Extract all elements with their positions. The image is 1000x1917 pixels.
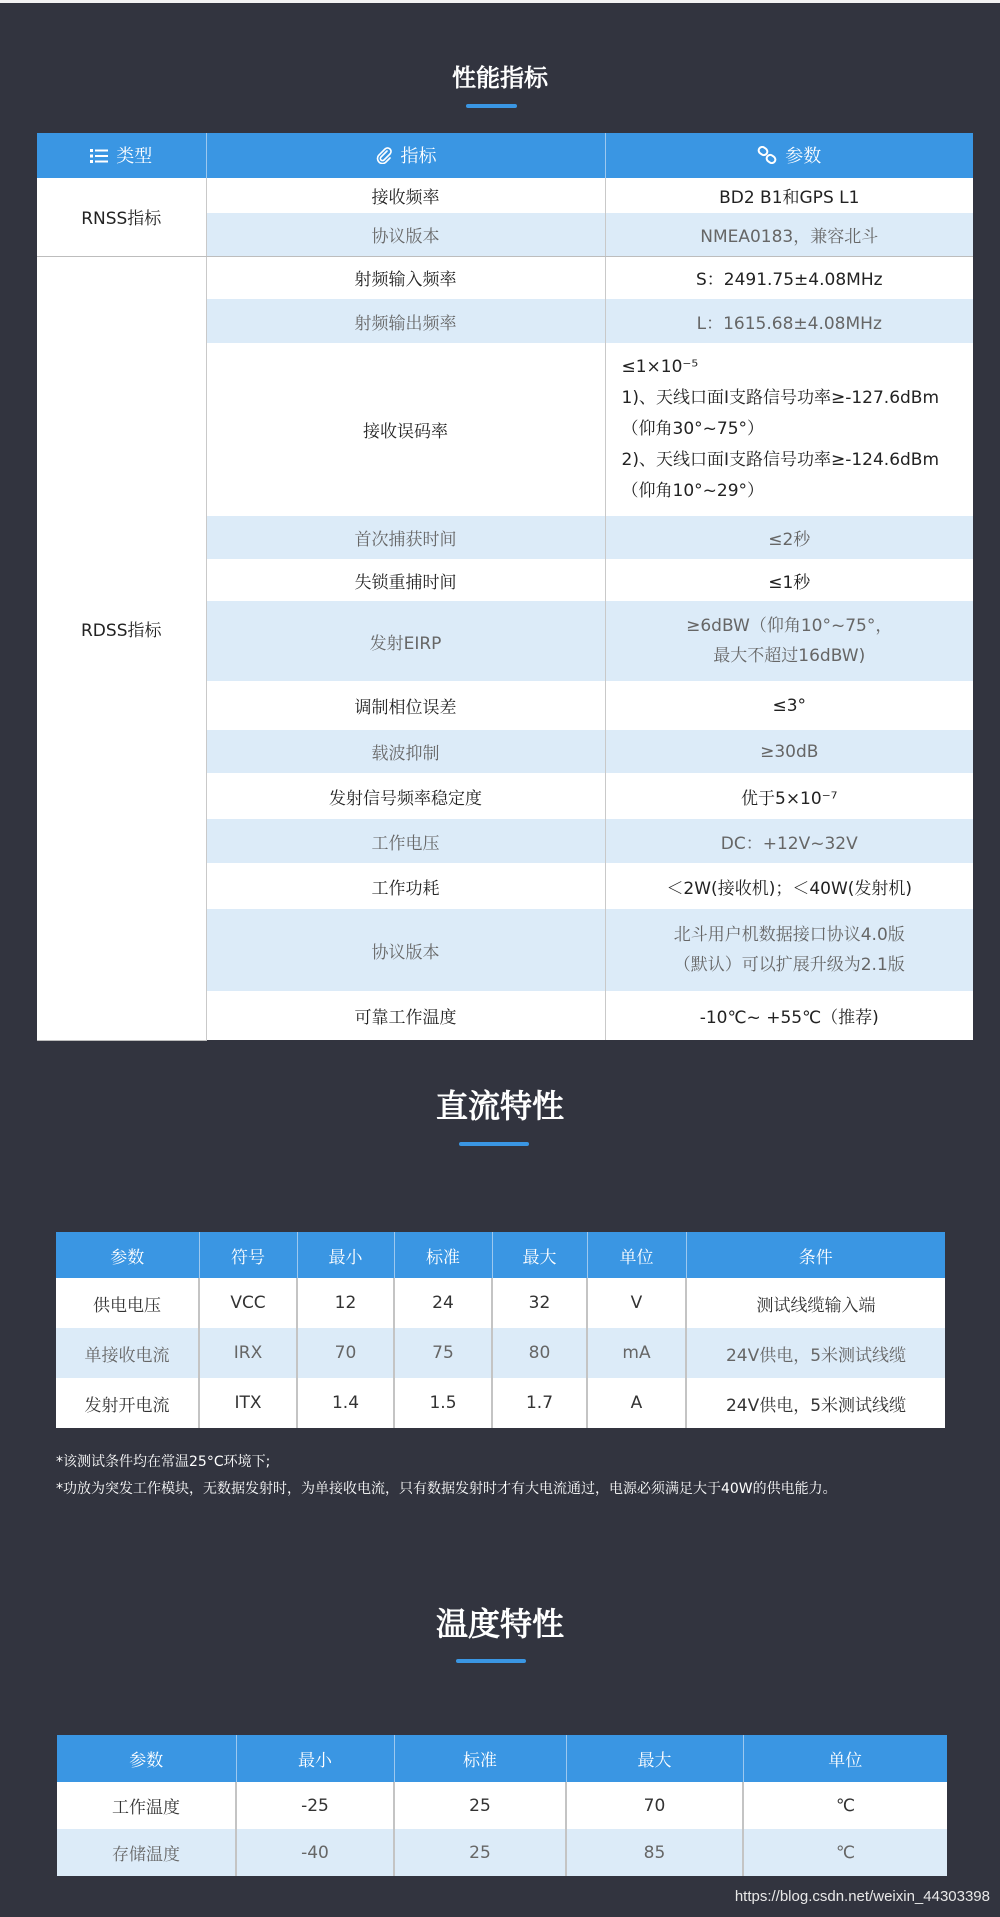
- indicator-cell: 载波抑制: [206, 730, 605, 773]
- performance-title-underline: [466, 104, 517, 108]
- temp-cell: 存储温度: [57, 1829, 236, 1876]
- dc-cell: 70: [297, 1328, 394, 1378]
- param-line: （仰角30°~75°）: [621, 419, 765, 439]
- header-indicator: [206, 133, 605, 178]
- dc-header-cell: 条件: [686, 1232, 945, 1278]
- dc-cell: 供电电压: [56, 1278, 199, 1328]
- table-row: [37, 256, 973, 299]
- dc-cell: 测试线缆输入端: [686, 1278, 945, 1328]
- temp-header-cell: 最小: [236, 1735, 394, 1782]
- table-row: [56, 1278, 945, 1328]
- dc-cell: 12: [297, 1278, 394, 1328]
- param-cell: ≥30dB: [605, 730, 973, 773]
- dc-header-cell: 最小: [297, 1232, 394, 1278]
- temp-cell: ℃: [743, 1829, 947, 1876]
- temp-cell: -40: [236, 1829, 394, 1876]
- dc-cell: VCC: [199, 1278, 297, 1328]
- temp-title-underline: [456, 1659, 526, 1663]
- paperclip-icon: [375, 146, 393, 169]
- dc-table: [56, 1232, 945, 1428]
- temp-cell: 25: [394, 1829, 566, 1876]
- temp-cell: 85: [566, 1829, 743, 1876]
- param-cell: ＜2W(接收机)；＜40W(发射机): [605, 863, 973, 909]
- dc-title: 直流特性: [435, 1087, 564, 1125]
- indicator-cell: 工作功耗: [206, 863, 605, 909]
- performance-title: 性能指标: [452, 64, 548, 92]
- param-cell: [605, 343, 973, 516]
- type-cell-rnss: RNSS指标: [37, 178, 206, 256]
- dc-cell: mA: [587, 1328, 686, 1378]
- indicator-cell: 发射EIRP: [206, 601, 605, 681]
- temp-table: [57, 1735, 947, 1876]
- param-cell: -10℃~ +55℃（推荐): [605, 991, 973, 1040]
- param-line: （默认）可以扩展升级为2.1版: [673, 955, 905, 975]
- dc-cell: ITX: [199, 1378, 297, 1428]
- param-line: （仰角10°~29°）: [621, 481, 765, 501]
- dc-cell: 24: [394, 1278, 492, 1328]
- header-indicator-label: 指标: [400, 146, 437, 167]
- dc-cell: 发射开电流: [56, 1378, 199, 1428]
- temp-header-cell: 参数: [57, 1735, 236, 1782]
- param-cell: [605, 601, 973, 681]
- watermark: https://blog.csdn.net/weixin_44303398: [734, 1888, 990, 1905]
- param-cell: DC：+12V~32V: [605, 819, 973, 863]
- temp-cell: 工作温度: [57, 1782, 236, 1829]
- temp-header-cell: 单位: [743, 1735, 947, 1782]
- temp-cell: 25: [394, 1782, 566, 1829]
- header-param-label: 参数: [785, 146, 822, 167]
- param-line: 2)、天线口面I支路信号功率≥-124.6dBm: [621, 450, 940, 470]
- temp-cell: ℃: [743, 1782, 947, 1829]
- param-cell: ≤1秒: [605, 559, 973, 601]
- indicator-cell: 接收误码率: [206, 343, 605, 516]
- dc-header-cell: 符号: [199, 1232, 297, 1278]
- table-row: [37, 178, 973, 213]
- param-cell: NMEA0183，兼容北斗: [605, 213, 973, 256]
- dc-header-cell: 最大: [492, 1232, 587, 1278]
- dc-cell: 32: [492, 1278, 587, 1328]
- param-line: 1)、天线口面I支路信号功率≥-127.6dBm: [621, 388, 940, 408]
- param-cell: S：2491.75±4.08MHz: [605, 256, 973, 299]
- param-cell: L：1615.68±4.08MHz: [605, 299, 973, 343]
- indicator-cell: 失锁重捕时间: [206, 559, 605, 601]
- dc-cell: 1.5: [394, 1378, 492, 1428]
- header-type-label: 类型: [116, 146, 153, 167]
- performance-header-row: [37, 133, 973, 178]
- dc-cell: 单接收电流: [56, 1328, 199, 1378]
- dc-cell: V: [587, 1278, 686, 1328]
- temp-cell: 70: [566, 1782, 743, 1829]
- link-icon: [757, 146, 777, 169]
- table-row: [56, 1328, 945, 1378]
- dc-note-1: *该测试条件均在常温25°C环境下;: [56, 1454, 271, 1470]
- performance-table: [37, 133, 973, 1041]
- dc-cell: 24V供电，5米测试线缆: [686, 1328, 945, 1378]
- list-icon: [90, 148, 108, 169]
- indicator-cell: 可靠工作温度: [206, 991, 605, 1040]
- param-line: ≥6dBW（仰角10°~75°，: [686, 616, 893, 636]
- param-cell: [605, 909, 973, 991]
- dc-header-cell: 单位: [587, 1232, 686, 1278]
- temp-header-row: [57, 1735, 947, 1782]
- param-line: 最大不超过16dBW): [713, 646, 866, 666]
- temp-header-cell: 最大: [566, 1735, 743, 1782]
- indicator-cell: 首次捕获时间: [206, 516, 605, 559]
- table-row: [57, 1829, 947, 1876]
- param-line: ≤1×10⁻⁵: [621, 357, 699, 377]
- param-cell: BD2 B1和GPS L1: [605, 178, 973, 213]
- param-cell: 优于5×10⁻⁷: [605, 773, 973, 819]
- dc-cell: 80: [492, 1328, 587, 1378]
- dc-cell: 24V供电，5米测试线缆: [686, 1378, 945, 1428]
- indicator-cell: 调制相位误差: [206, 681, 605, 730]
- param-cell: ≤2秒: [605, 516, 973, 559]
- type-cell-rdss: RDSS指标: [37, 256, 206, 1040]
- temp-header-cell: 标准: [394, 1735, 566, 1782]
- table-row: [57, 1782, 947, 1829]
- indicator-cell: 射频输入频率: [206, 256, 605, 299]
- header-param: [605, 133, 973, 178]
- indicator-cell: 协议版本: [206, 909, 605, 991]
- temp-cell: -25: [236, 1782, 394, 1829]
- indicator-cell: 工作电压: [206, 819, 605, 863]
- dc-title-underline: [459, 1142, 529, 1146]
- dc-note-2: *功放为突发工作模块，无数据发射时，为单接收电流，只有数据发射时才有大电流通过，电源必须满足大于40W的供电能力。: [56, 1481, 837, 1497]
- indicator-cell: 协议版本: [206, 213, 605, 256]
- param-cell: ≤3°: [605, 681, 973, 730]
- temp-title: 温度特性: [435, 1605, 564, 1643]
- header-type: [37, 133, 206, 178]
- dc-cell: 1.7: [492, 1378, 587, 1428]
- dc-header-cell: 标准: [394, 1232, 492, 1278]
- indicator-cell: 发射信号频率稳定度: [206, 773, 605, 819]
- dc-cell: 75: [394, 1328, 492, 1378]
- dc-cell: A: [587, 1378, 686, 1428]
- table-row: [56, 1378, 945, 1428]
- top-border: [0, 0, 1000, 3]
- param-line: 北斗用户机数据接口协议4.0版: [673, 925, 905, 945]
- dc-cell: 1.4: [297, 1378, 394, 1428]
- dc-cell: IRX: [199, 1328, 297, 1378]
- indicator-cell: 接收频率: [206, 178, 605, 213]
- dc-header-cell: 参数: [56, 1232, 199, 1278]
- dc-header-row: [56, 1232, 945, 1278]
- indicator-cell: 射频输出频率: [206, 299, 605, 343]
